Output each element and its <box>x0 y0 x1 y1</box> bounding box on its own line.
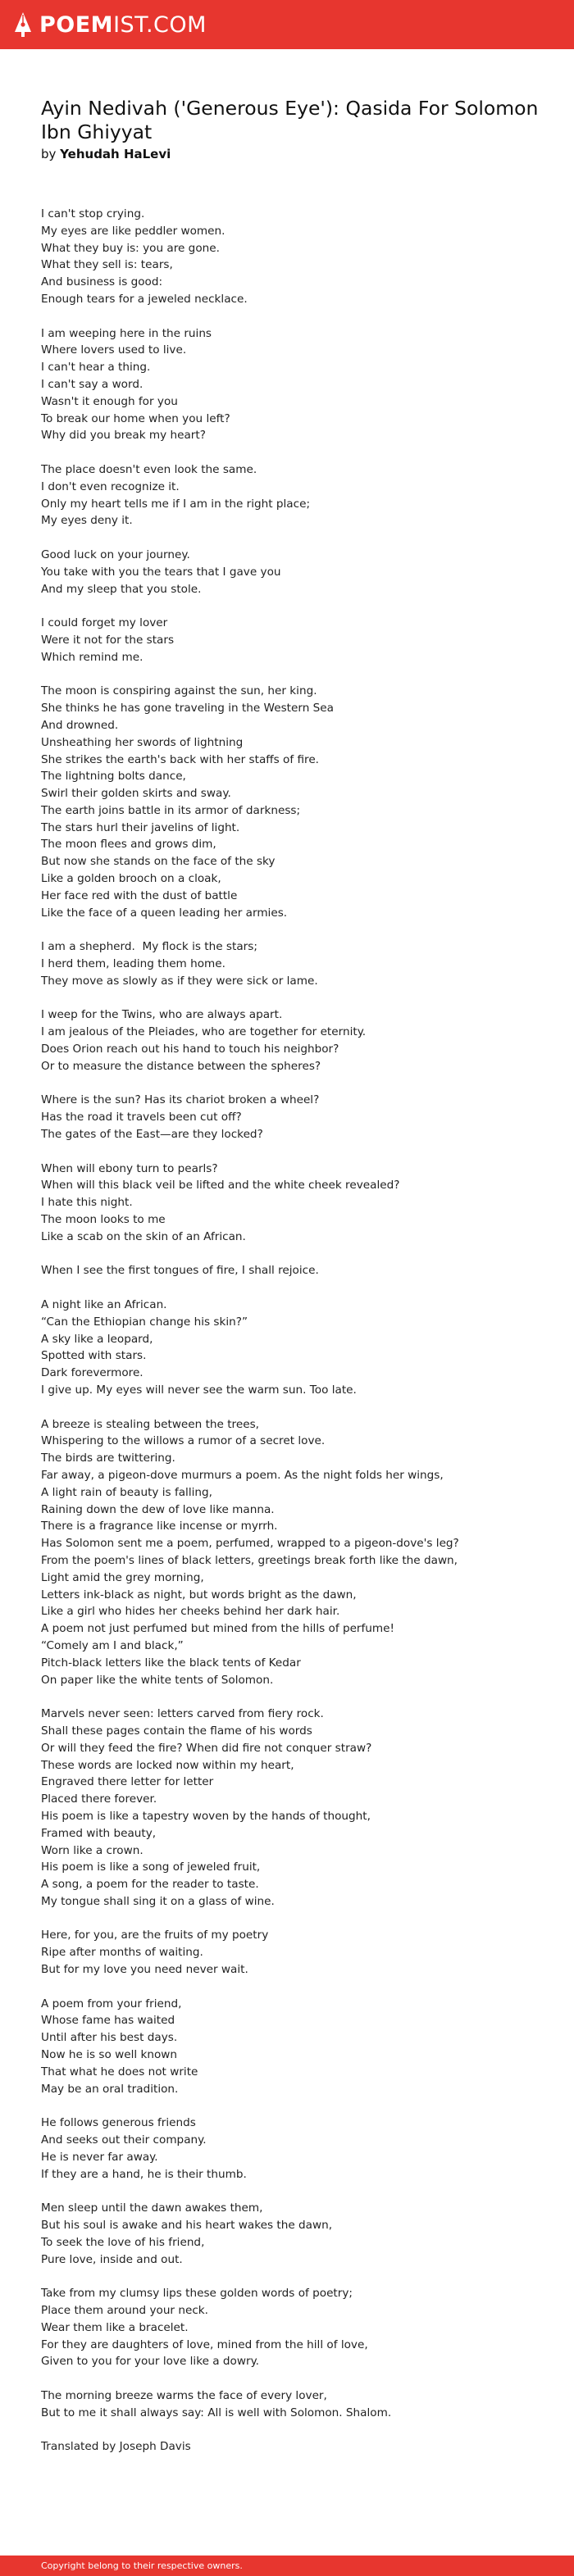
poem-line: Like a scab on the skin of an African. <box>41 1229 246 1243</box>
poem-line: A song, a poem for the reader to taste. <box>41 1878 259 1892</box>
poem-line: I hate this night. <box>41 1196 133 1210</box>
poem-stanza <box>41 461 541 529</box>
poem-stanza <box>41 1297 541 1399</box>
poem-stanza <box>41 1092 541 1143</box>
poem-line: Given to you for your love like a dowry. <box>41 2355 259 2369</box>
poem-line: The lightning bolts dance, <box>41 770 186 784</box>
poem-line: When will ebony turn to pearls? <box>41 1161 218 1175</box>
poem-line: Framed with beauty, <box>41 1826 157 1840</box>
poem-stanza <box>41 2285 541 2370</box>
poem-line: Which remind me. <box>41 650 144 664</box>
poem-line: But to me it shall always say: All is well with Solomon. Shalom. <box>41 2406 392 2419</box>
poem-line: I can't hear a thing. <box>41 361 151 375</box>
poem-line: Has Solomon sent me a poem, perfumed, wrapped to a pigeon-dove's leg? <box>41 1537 459 1551</box>
site-logo-link[interactable] <box>15 12 207 38</box>
poem-line: I am weeping here in the ruins <box>41 326 212 340</box>
poem-line: Or will they feed the fire? When did fire not conquer straw? <box>41 1741 372 1755</box>
poem-line: Whispering to the willows a rumor of a secret love. <box>41 1434 326 1448</box>
poem-line: The stars hurl their javelins of light. <box>41 820 240 834</box>
poem-title: Ayin Nedivah ('Generous Eye'): Qasida For Solomon Ibn Ghiyyat <box>41 97 539 143</box>
poem-line: For they are daughters of love, mined from the hill of love, <box>41 2337 368 2351</box>
poem-line: His poem is like a song of jeweled fruit, <box>41 1860 261 1874</box>
poem-line: What they buy is: you are gone. <box>41 241 220 255</box>
poem-line: The morning breeze warms the face of every lover, <box>41 2389 327 2402</box>
poem-line: I can't stop crying. <box>41 207 145 220</box>
poem-stanza <box>41 1006 541 1074</box>
poem-line: Were it not for the stars <box>41 633 175 647</box>
poem-line: The moon flees and grows dim, <box>41 838 216 852</box>
poem-line: But for my love you need never wait. <box>41 1963 248 1977</box>
poem-author: Yehudah HaLevi <box>60 147 171 161</box>
poem-line: Whose fame has waited <box>41 2014 175 2028</box>
poem-line: Has the road it travels been cut off? <box>41 1111 242 1124</box>
site-footer <box>0 2556 574 2576</box>
poem-stanza <box>41 1927 541 1978</box>
poem-stanza <box>41 206 541 308</box>
poem-stanza <box>41 1416 541 1689</box>
copyright-text: Copyright belong to their respective owners. <box>41 2560 243 2571</box>
poem-byline <box>41 146 541 162</box>
poem-line: Marvels never seen: letters carved from fiery rock. <box>41 1707 324 1721</box>
poem-line: I can't say a word. <box>41 377 144 391</box>
poem-line: My eyes are like peddler women. <box>41 224 226 238</box>
poem-line: I don't even recognize it. <box>41 479 180 493</box>
poem-line: On paper like the white tents of Solomon. <box>41 1673 274 1687</box>
poem-line: And seeks out their company. <box>41 2133 207 2147</box>
poem-line: Like a girl who hides her cheeks behind her dark hair. <box>41 1605 340 1619</box>
poem-content <box>0 49 541 2456</box>
poem-line: Here, for you, are the fruits of my poetry <box>41 1929 269 1942</box>
poem-line: Only my heart tells me if I am in the right place; <box>41 497 311 511</box>
poem-line: These words are locked now within my heart, <box>41 1758 294 1772</box>
poem-line: Men sleep until the dawn awakes them, <box>41 2201 263 2215</box>
poem-line: The earth joins battle in its armor of darkness; <box>41 803 301 817</box>
site-header <box>0 0 574 49</box>
byline-prefix: by <box>41 147 61 161</box>
poem-stanza <box>41 938 541 989</box>
poem-line: Or to measure the distance between the spheres? <box>41 1059 321 1073</box>
poem-line: A breeze is stealing between the trees, <box>41 1417 259 1431</box>
poem-line: “Can the Ethiopian change his skin?” <box>41 1315 248 1329</box>
poem-line: Shall these pages contain the flame of his words <box>41 1724 312 1738</box>
poem-line: Where lovers used to live. <box>41 343 187 357</box>
poem-line: Wear them like a bracelet. <box>41 2320 189 2334</box>
poem-line: I am jealous of the Pleiades, who are together for eternity. <box>41 1025 367 1039</box>
logo-text-light: IST.COM <box>113 11 207 38</box>
poem-line: Light amid the grey morning, <box>41 1570 204 1584</box>
poem-line: The gates of the East—are they locked? <box>41 1128 263 1142</box>
poem-line: Raining down the dew of love like manna. <box>41 1502 275 1516</box>
poem-stanza <box>41 1161 541 1246</box>
poem-line: Far away, a pigeon-dove murmurs a poem. As the night folds her wings, <box>41 1468 444 1482</box>
poem-line: His poem is like a tapestry woven by the hands of thought, <box>41 1809 371 1823</box>
poem-line: The moon is conspiring against the sun, her king. <box>41 684 317 698</box>
poem-line: Pure love, inside and out. <box>41 2252 183 2266</box>
poem-line: They move as slowly as if they were sick or lame. <box>41 974 318 988</box>
poem-stanza <box>41 1706 541 1910</box>
poem-line: Like the face of a queen leading her armies. <box>41 906 288 920</box>
poem-line: A light rain of beauty is falling, <box>41 1485 212 1499</box>
poem-stanza <box>41 1262 541 1279</box>
poem-stanza <box>41 2200 541 2268</box>
poem-line: And drowned. <box>41 718 119 732</box>
poem-line: Wasn't it enough for you <box>41 394 178 408</box>
poem-line: Take from my clumsy lips these golden words of poetry; <box>41 2287 353 2301</box>
poem-line: Ripe after months of waiting. <box>41 1946 203 1960</box>
poem-line: The birds are twittering. <box>41 1452 175 1465</box>
poem-line: Engraved there letter for letter <box>41 1775 214 1789</box>
poem-line: Place them around your neck. <box>41 2304 208 2318</box>
poem-line: The place doesn't even look the same. <box>41 462 257 476</box>
poem-line: Until after his best days. <box>41 2031 178 2045</box>
poem-line: He is never far away. <box>41 2150 158 2164</box>
poem-line: From the poem's lines of black letters, greetings break forth like the dawn, <box>41 1553 458 1567</box>
poem-line: What they sell is: tears, <box>41 258 173 272</box>
poem-line: And business is good: <box>41 275 163 289</box>
translator-credit: Translated by Joseph Davis <box>41 2440 191 2454</box>
poem-line: Does Orion reach out his hand to touch his neighbor? <box>41 1043 339 1056</box>
poem-line: A sky like a leopard, <box>41 1332 153 1346</box>
poem-line: Her face red with the dust of battle <box>41 888 238 902</box>
pen-nib-icon <box>15 12 31 37</box>
poem-line: “Comely am I and black,” <box>41 1638 184 1652</box>
poem-line: If they are a hand, he is their thumb. <box>41 2167 247 2181</box>
poem-line: When will this black veil be lifted and the white cheek revealed? <box>41 1179 400 1193</box>
poem-line: Pitch-black letters like the black tents of Kedar <box>41 1656 301 1670</box>
poem-line: You take with you the tears that I gave you <box>41 565 281 579</box>
poem-line: Swirl their golden skirts and sway. <box>41 787 231 801</box>
poem-line: Good luck on your journey. <box>41 547 190 561</box>
poem-stanza <box>41 615 541 666</box>
poem-line: She thinks he has gone traveling in the Western Sea <box>41 702 334 716</box>
poem-line: The moon looks to me <box>41 1213 166 1227</box>
poem-line: Where is the sun? Has its chariot broken a wheel? <box>41 1093 320 1107</box>
poem-line: And my sleep that you stole. <box>41 582 202 596</box>
poem-line: To break our home when you left? <box>41 411 230 425</box>
poem-line: To seek the love of his friend, <box>41 2235 205 2249</box>
poem-line: I am a shepherd. My flock is the stars; <box>41 940 257 954</box>
logo-text-bold: POEM <box>39 11 114 38</box>
poem-stanza <box>41 683 541 921</box>
poem-line: Like a golden brooch on a cloak, <box>41 872 221 886</box>
poem-line: That what he does not write <box>41 2065 198 2079</box>
poem-line: When I see the first tongues of fire, I shall rejoice. <box>41 1264 319 1278</box>
poem-stanza <box>41 325 541 445</box>
poem-line: Spotted with stars. <box>41 1349 147 1363</box>
poem-line: But his soul is awake and his heart wakes the dawn, <box>41 2219 333 2233</box>
poem-line: But now she stands on the face of the sky <box>41 855 276 869</box>
poem-line: My tongue shall sing it on a glass of wine. <box>41 1894 275 1908</box>
poem-line: I weep for the Twins, who are always apart. <box>41 1008 283 1022</box>
poem-stanza <box>41 1996 541 2098</box>
poem-line: Placed there forever. <box>41 1792 157 1806</box>
poem-line: There is a fragrance like incense or myrrh. <box>41 1520 278 1533</box>
poem-line: Now he is so well known <box>41 2048 178 2062</box>
poem-line: She strikes the earth's back with her staffs of fire. <box>41 752 320 766</box>
poem-line: I could forget my lover <box>41 616 168 630</box>
poem-line: Dark forevermore. <box>41 1366 144 1380</box>
site-logo-text <box>39 12 207 38</box>
poem-line: Enough tears for a jeweled necklace. <box>41 292 248 306</box>
poem-line: A poem from your friend, <box>41 1997 182 2010</box>
poem-line: Why did you break my heart? <box>41 429 206 443</box>
poem-stanza <box>41 2387 541 2422</box>
poem-line: Worn like a crown. <box>41 1843 144 1857</box>
poem-stanza <box>41 547 541 597</box>
poem-line: Unsheathing her swords of lightning <box>41 735 244 749</box>
poem-line: May be an oral tradition. <box>41 2082 179 2096</box>
poem-line: He follows generous friends <box>41 2116 196 2130</box>
poem-line: A poem not just perfumed but mined from the hills of perfume! <box>41 1622 394 1636</box>
poem-body <box>41 206 541 2422</box>
poem-line: A night like an African. <box>41 1298 167 1311</box>
poem-line: I herd them, leading them home. <box>41 957 226 971</box>
poem-line: I give up. My eyes will never see the warm sun. Too late. <box>41 1383 357 1397</box>
poem-line: Letters ink-black as night, but words bright as the dawn, <box>41 1588 357 1601</box>
poem-stanza <box>41 2115 541 2183</box>
poem-line: My eyes deny it. <box>41 514 133 528</box>
